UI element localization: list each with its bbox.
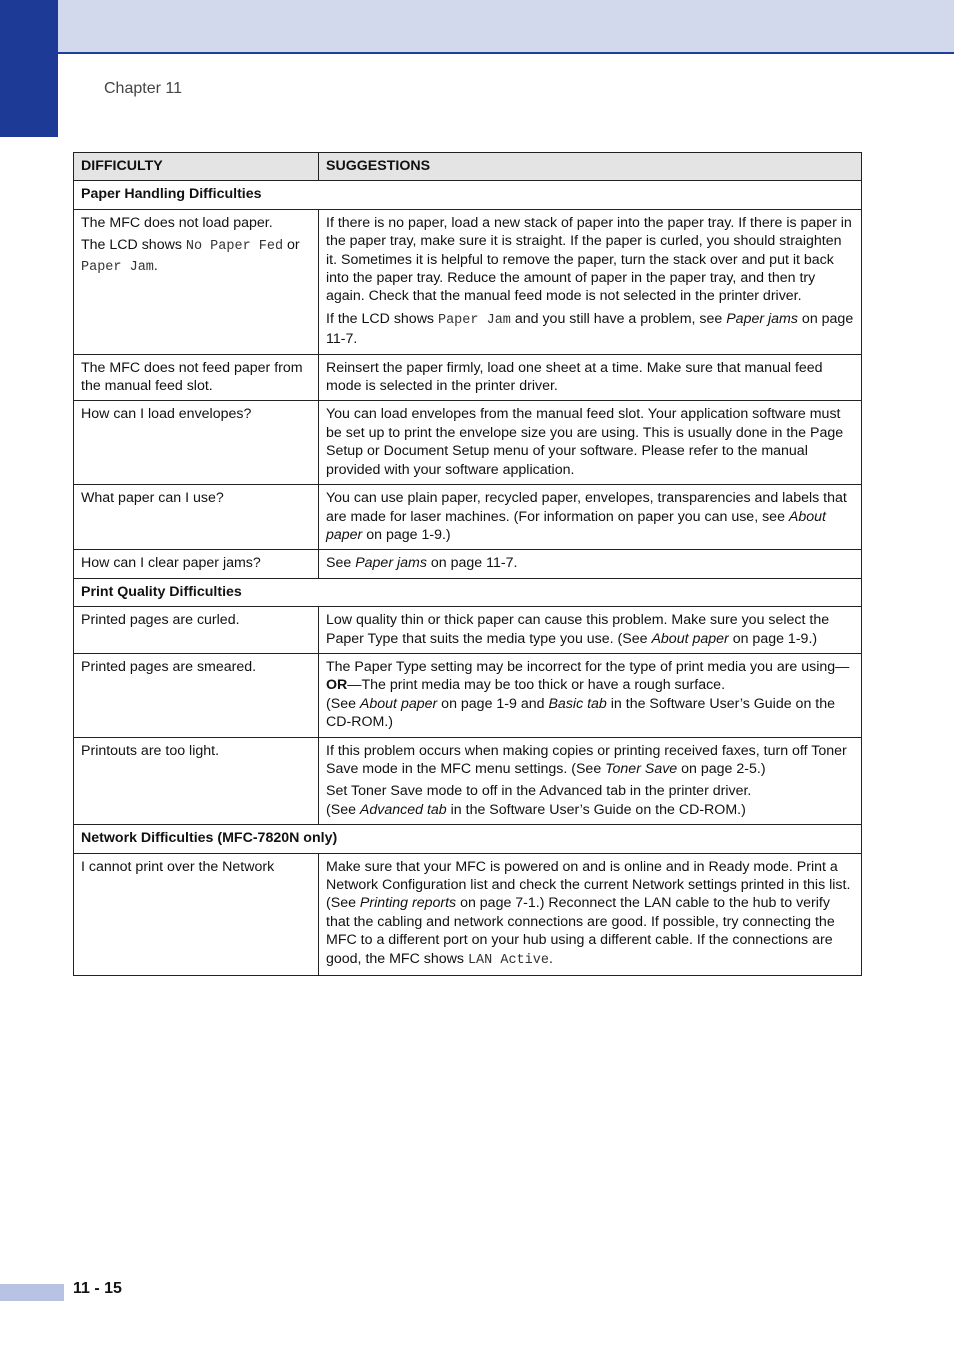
text-run: The LCD shows	[81, 237, 186, 254]
emphasis: OR	[326, 677, 348, 694]
text-run: The Paper Type setting may be incorrect for the type of print media you are using—	[326, 658, 850, 675]
text-run: on page 11-7.	[426, 555, 518, 572]
table-row	[74, 550, 862, 578]
table-row	[74, 485, 862, 550]
difficulty-cell: What paper can I use?	[74, 485, 319, 550]
suggestion-text	[326, 695, 855, 732]
suggestion-text	[326, 658, 855, 695]
difficulty-cell: The MFC does not feed paper from the manual feed slot.	[74, 354, 319, 401]
suggestion-cell	[319, 209, 862, 354]
cross-reference: Advanced tab	[359, 801, 447, 818]
text-run: on page 1-9 and	[437, 695, 549, 712]
cross-reference: Paper jams	[726, 310, 798, 327]
column-header-suggestions: SUGGESTIONS	[319, 153, 862, 181]
table-row	[74, 737, 862, 825]
suggestion-cell	[319, 853, 862, 975]
text-run: on page 11-7.	[326, 310, 854, 348]
text-run: (See	[326, 801, 360, 818]
text-run: and you still have a problem, see	[510, 310, 727, 327]
text-run: You can use plain paper, recycled paper, envelopes, transparencies and labels that are made for laser machines. (For information on paper you can use, see	[326, 490, 847, 525]
troubleshooting-table	[73, 152, 862, 976]
text-run: If this problem occurs when making copies or printing received faxes, turn off Toner Save mode in the MFC menu settings. (See	[326, 742, 847, 777]
text-run: .	[153, 257, 158, 274]
header-band	[58, 0, 954, 54]
text-run: on page 7-1.) Reconnect the LAN cable to the hub to verify that the cabling and network connections are good. If possible, try connecting the MFC to a different port on your hub using a different cable. If the connections are good, the MFC shows	[326, 895, 835, 967]
difficulty-cell	[74, 209, 319, 354]
text-run: in the Software User’s Guide on the CD-ROM.)	[446, 801, 746, 818]
suggestion-cell: You can load envelopes from the manual feed slot. Your application software must be set up to print the envelope size you are using. This is usually done in the Page Setup or Document Setup menu of your software. Please refer to the manual provided with your software application.	[319, 401, 862, 485]
section-row-network	[74, 825, 862, 853]
text-run: on page 1-9.)	[362, 526, 451, 543]
footer-bar	[0, 1284, 64, 1301]
section-title: Paper Handling Difficulties	[74, 181, 862, 209]
text-run: —The print media may be too thick or have a rough surface.	[347, 677, 726, 694]
lcd-message: LAN Active	[467, 952, 549, 968]
cross-reference: Basic tab	[548, 695, 607, 712]
page-number: 11 - 15	[73, 1280, 122, 1297]
cross-reference: Paper jams	[355, 555, 427, 572]
suggestion-cell: Reinsert the paper firmly, load one sheet at a time. Make sure that manual feed mode is selected in the printer driver.	[319, 354, 862, 401]
difficulty-cell: Printed pages are curled.	[74, 607, 319, 654]
suggestion-text: If there is no paper, load a new stack of paper into the paper tray. If there is paper in the paper tray, make sure it is straight. If the paper is curled, you should straighten it. Sometimes it is helpful to remove the paper, turn the stack over and put it back into the paper tray. Reduce the amount of paper in the paper tray, and then try again. Check that the manual feed mode is not selected in the printer driver.	[326, 214, 852, 305]
difficulty-cell: I cannot print over the Network	[74, 853, 319, 975]
cross-reference: Printing reports	[359, 895, 457, 912]
text-run: on page 2-5.)	[677, 760, 766, 777]
difficulty-cell: Printed pages are smeared.	[74, 653, 319, 737]
difficulty-cell: How can I load envelopes?	[74, 401, 319, 485]
text-run: If the LCD shows	[326, 310, 438, 327]
section-title: Network Difficulties (MFC-7820N only)	[74, 825, 862, 853]
text-run: Make sure that your MFC is powered on and is online and in Ready mode. Print a Network Configuration list and check the current Network settings printed in this list. (See	[326, 858, 851, 912]
text-run: See	[326, 555, 356, 572]
suggestion-cell	[319, 607, 862, 654]
text-run: .	[548, 950, 553, 967]
text-run: or	[283, 237, 300, 254]
text-run: on page 1-9.)	[728, 630, 818, 647]
table-row	[74, 607, 862, 654]
text-run: in the Software User’s Guide on the CD-ROM.)	[326, 695, 836, 731]
table-row	[74, 209, 862, 354]
text-run: (See	[326, 695, 360, 712]
table-row	[74, 401, 862, 485]
difficulty-cell: Printouts are too light.	[74, 737, 319, 825]
section-title: Print Quality Difficulties	[74, 578, 862, 606]
difficulty-text: The MFC does not load paper.	[81, 214, 273, 231]
table-row	[74, 354, 862, 401]
lcd-message: No Paper Fed	[185, 239, 284, 255]
difficulty-text	[81, 236, 312, 277]
chapter-tab-block	[0, 0, 58, 137]
section-row-print-quality	[74, 578, 862, 606]
suggestion-cell	[319, 485, 862, 550]
suggestion-text	[326, 310, 855, 349]
table-header-row	[74, 153, 862, 181]
suggestion-cell	[319, 737, 862, 825]
suggestion-text	[326, 801, 855, 819]
chapter-label: Chapter 11	[104, 80, 182, 97]
suggestion-cell	[319, 550, 862, 578]
section-row-paper-handling	[74, 181, 862, 209]
difficulty-cell: How can I clear paper jams?	[74, 550, 319, 578]
cross-reference: About paper	[326, 508, 826, 543]
table-row	[74, 853, 862, 975]
text-run: Low quality thin or thick paper can cause this problem. Make sure you select the Paper Type that suits the media type you use. (See	[326, 612, 830, 647]
table-row	[74, 653, 862, 737]
suggestion-cell	[319, 653, 862, 737]
cross-reference: About paper	[359, 695, 438, 712]
suggestion-text	[326, 742, 855, 779]
column-header-difficulty: DIFFICULTY	[74, 153, 319, 181]
cross-reference: Toner Save	[605, 760, 678, 777]
lcd-message: Paper Jam	[437, 312, 511, 328]
suggestion-text: Set Toner Save mode to off in the Advanced tab in the printer driver.	[326, 783, 752, 800]
lcd-message: Paper Jam	[81, 259, 154, 275]
cross-reference: About paper	[651, 630, 729, 647]
